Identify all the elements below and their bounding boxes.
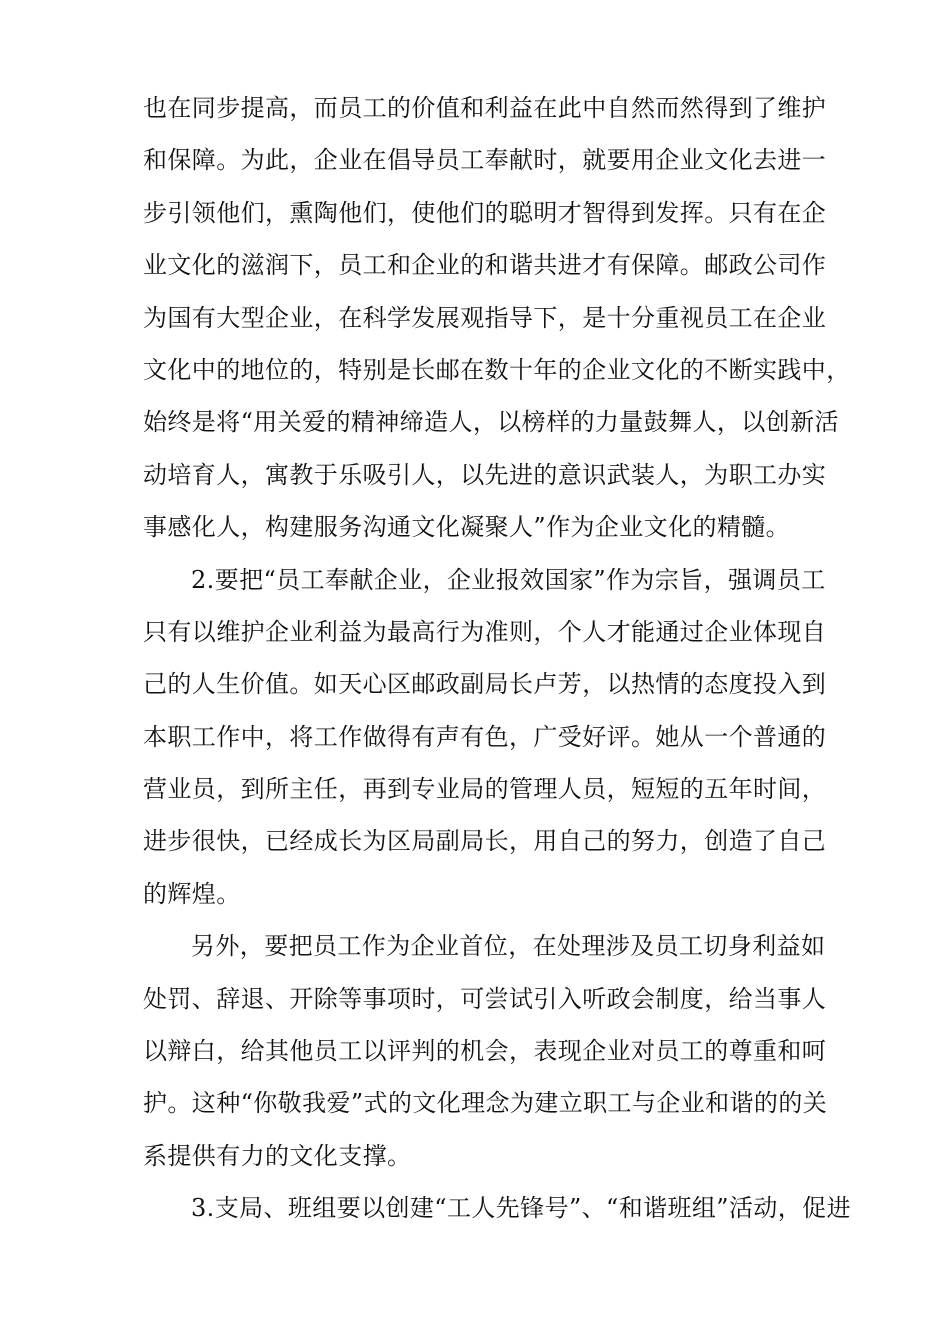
text-line: 始终是将“用关爱的精神缔造人，以榜样的力量鼓舞人，以创新活 [143,408,839,437]
text-line: 己的人生价值。如天心区邮政副局长卢芳，以热情的态度投入到 [143,670,827,699]
body-text [143,82,851,1235]
text-line: 进步很快，已经成长为区局副局长，用自己的努力，创造了自己 [143,827,827,856]
paragraph-start-line: 2.要把“员工奉献企业，企业报效国家”作为宗旨，强调员工 [191,565,826,594]
text-line: 的辉煌。 [143,879,241,908]
text-line: 以辩白，给其他员工以评判的机会，表现企业对员工的尊重和呵 [143,1037,827,1066]
text-line: 步引领他们，熏陶他们，使他们的聪明才智得到发挥。只有在企 [143,198,827,227]
text-line: 只有以维护企业利益为最高行为准则，个人才能通过企业体现自 [143,617,827,646]
text-line: 事感化人，构建服务沟通文化凝聚人”作为企业文化的精髓。 [143,513,791,542]
text-line: 处罚、辞退、开除等事项时，可尝试引入听政会制度，给当事人 [143,984,827,1013]
text-line: 护。这种“你敬我爱”式的文化理念为建立职工与企业和谐的的关 [143,1089,828,1118]
paragraph-start-line: 3.支局、班组要以创建“工人先锋号”、“和谐班组”活动，促进 [191,1194,851,1223]
text-line: 本职工作中，将工作做得有声有色，广受好评。她从一个普通的 [143,722,827,751]
text-line: 动培育人，寓教于乐吸引人，以先进的意识武装人，为职工办实 [143,460,827,489]
text-line: 和保障。为此，企业在倡导员工奉献时，就要用企业文化去进一 [143,146,827,175]
text-line: 业文化的滋润下，员工和企业的和谐共进才有保障。邮政公司作 [143,251,827,280]
paragraph-start-line: 另外，要把员工作为企业首位，在处理涉及员工切身利益如 [191,932,826,961]
text-line: 为国有大型企业，在科学发展观指导下，是十分重视员工在企业 [143,303,827,332]
text-line: 营业员，到所主任，再到专业局的管理人员，短短的五年时间， [143,775,827,804]
text-line: 系提供有力的文化支撑。 [143,1141,412,1170]
text-line: 也在同步提高，而员工的价值和利益在此中自然而然得到了维护 [143,94,827,122]
text-line: 文化中的地位的，特别是长邮在数十年的企业文化的不断实践中， [143,355,851,384]
